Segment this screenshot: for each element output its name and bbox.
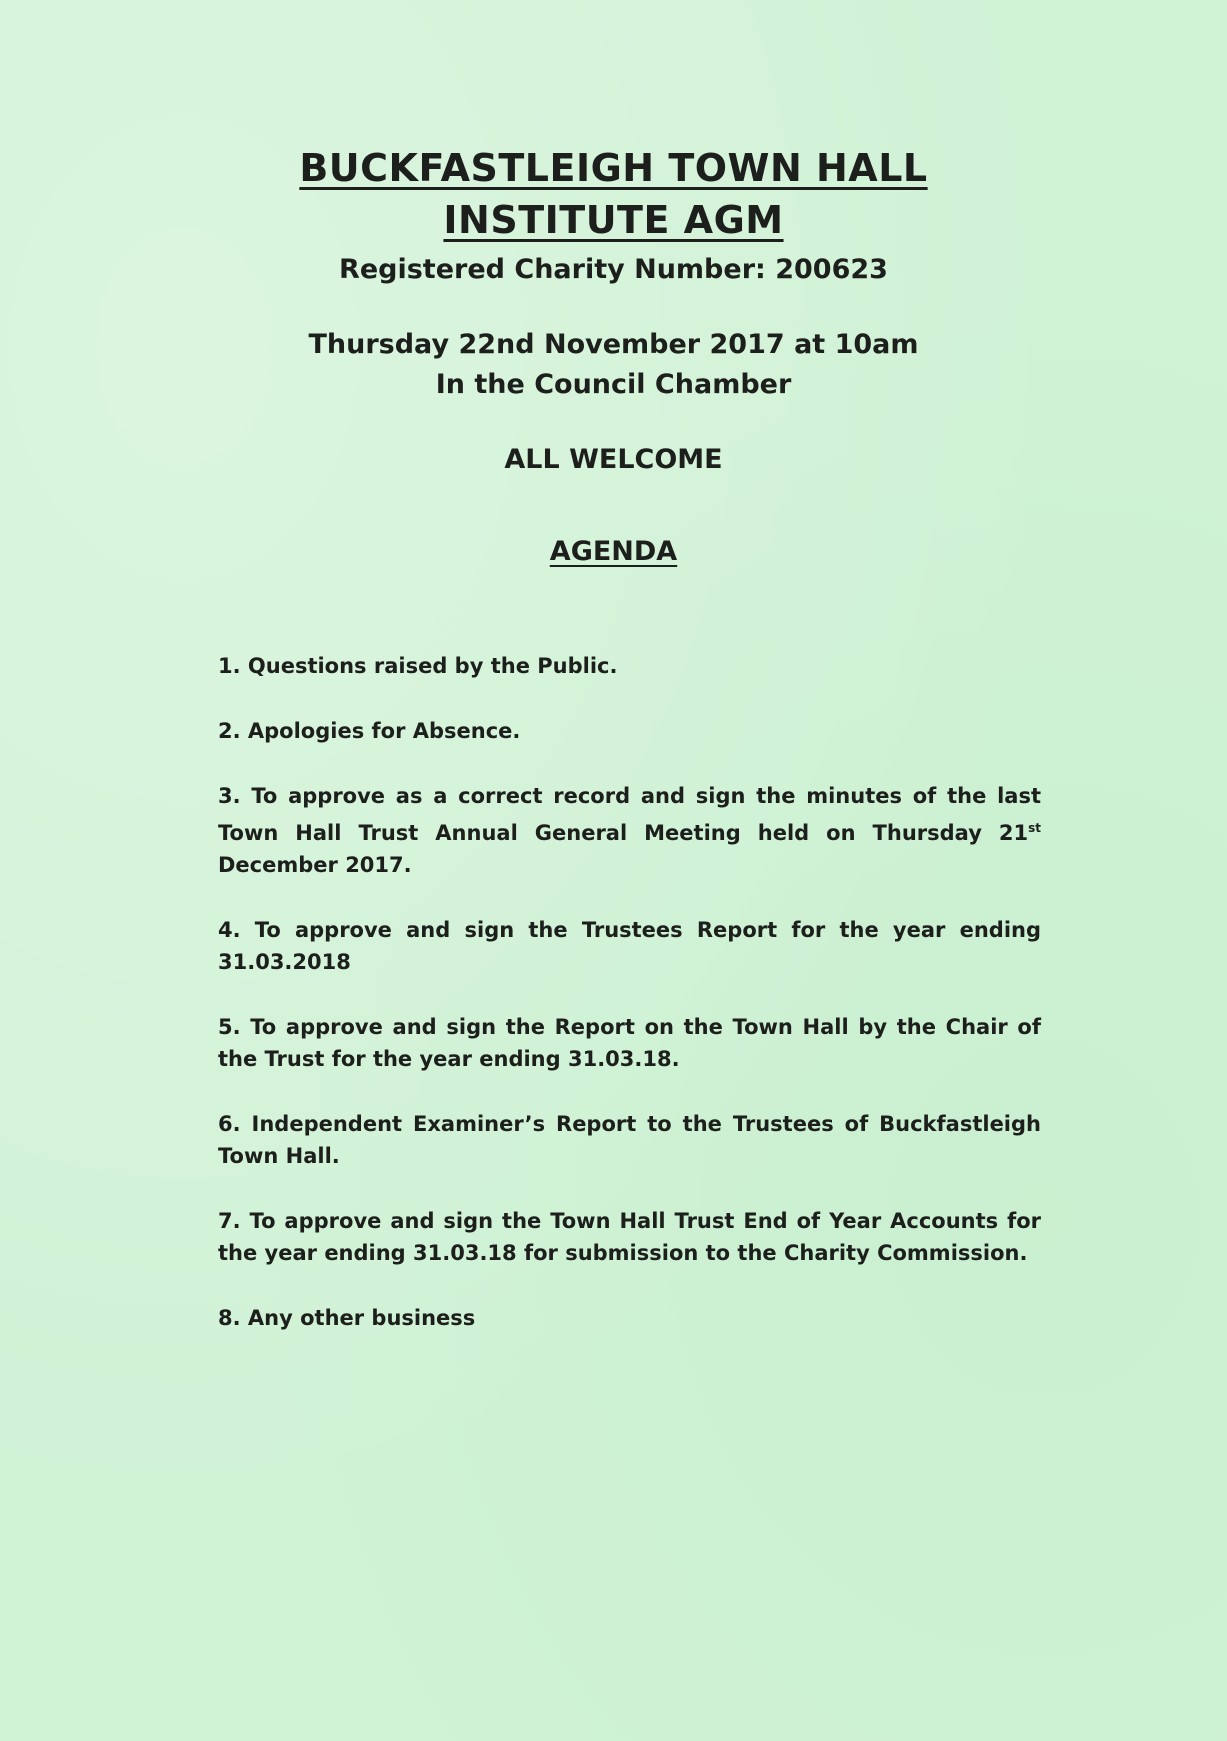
agenda-item-text: 6. Independent Examiner’s Report to the Trustees of Buckfastleigh Town Hall. [218,1112,1041,1168]
agenda-item-text-tail: December 2017. [218,853,412,877]
agenda-list [218,650,1041,1367]
page-title-line-2: INSTITUTE AGM [443,198,784,242]
welcome-note: ALL WELCOME [504,444,723,475]
agenda-item-1 [218,650,1041,682]
title-block [0,145,1227,243]
charity-number: Registered Charity Number: 200623 [339,254,888,285]
meeting-date: Thursday 22nd November 2017 at 10am [308,329,919,360]
agenda-item-text: 5. To approve and sign the Report on the Town Hall by the Chair of the Trust for the year ending 31.03.18. [218,1015,1041,1071]
agenda-item-text: 3. To approve as a correct record and sign the minutes of the last Town Hall Trust Annual General Meeting held on Thursday 21 [218,784,1041,845]
page-title-line-1: BUCKFASTLEIGH TOWN HALL [299,146,928,190]
agenda-item-8 [218,1302,1041,1334]
agenda-item-text: 7. To approve and sign the Town Hall Trust End of Year Accounts for the year ending 31.03.18 for submission to the Charity Commission. [218,1209,1041,1265]
ordinal-suffix: st [1028,821,1041,835]
agenda-item-text: 2. Apologies for Absence. [218,719,521,743]
agenda-item-7 [218,1205,1041,1269]
agenda-item-4 [218,914,1041,978]
agenda-item-text: 8. Any other business [218,1306,476,1330]
agenda-item-5 [218,1011,1041,1075]
agenda-item-text: 1. Questions raised by the Public. [218,654,618,678]
agenda-item-3 [218,780,1041,881]
agenda-item-text: 4. To approve and sign the Trustees Report for the year ending 31.03.2018 [218,918,1041,974]
agenda-heading: AGENDA [549,536,678,567]
meeting-location: In the Council Chamber [435,369,792,400]
meeting-details [0,325,1227,405]
agenda-item-6 [218,1108,1041,1172]
header [0,145,1227,569]
agenda-item-2 [218,715,1041,747]
